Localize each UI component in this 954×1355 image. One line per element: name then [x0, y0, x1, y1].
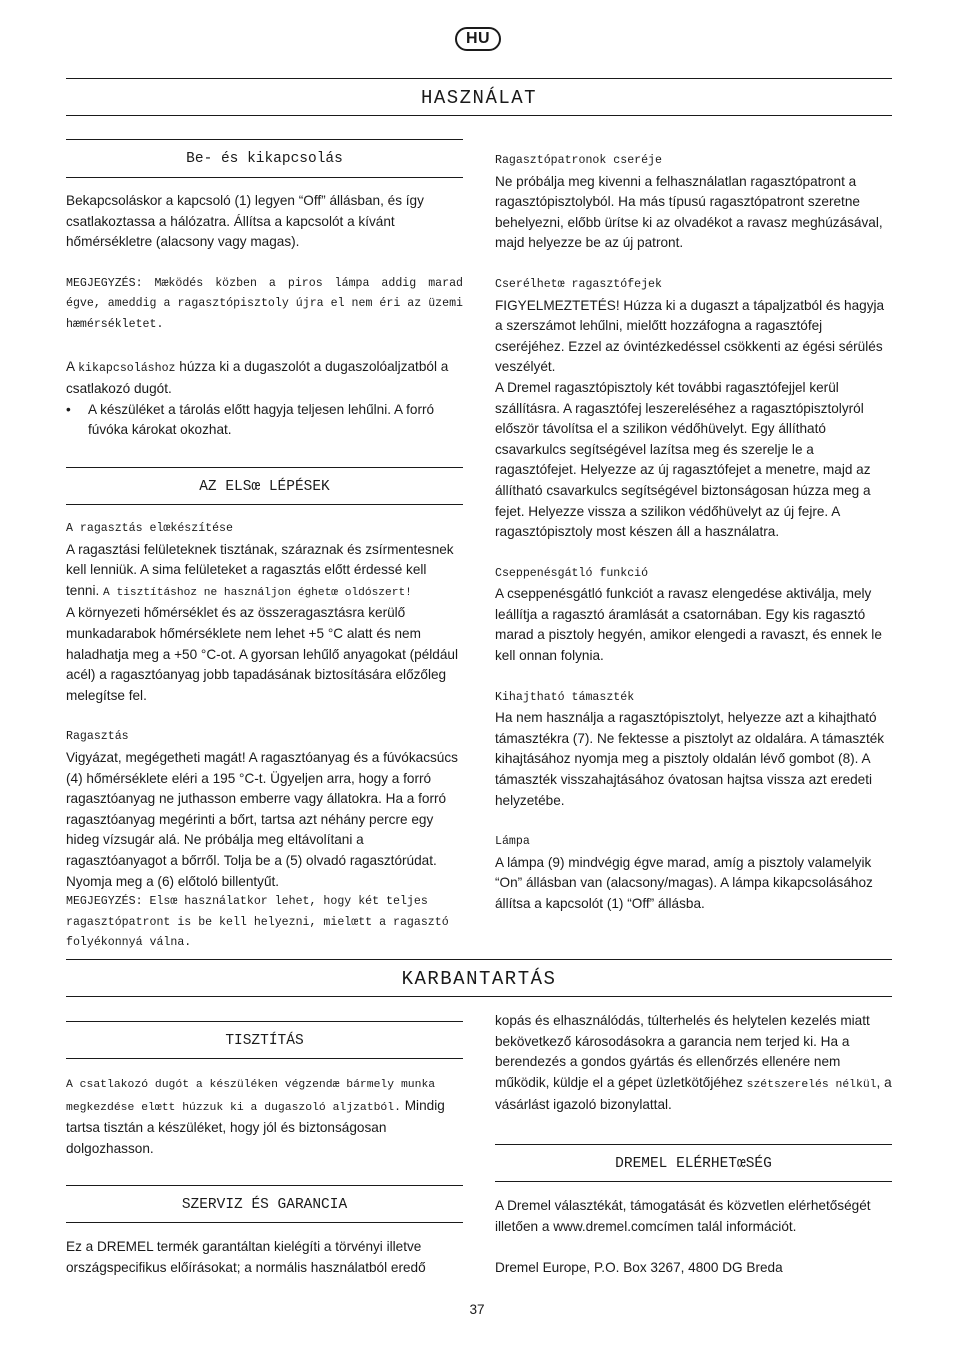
page-number: 37	[469, 1302, 485, 1317]
cleaning-paragraph: A csatlakozó dugót a készüléken végzendæ bármely munka megkezdése elœtt húzzuk ki a dugaszoló aljzatból. Mindig tartsa tisztán a készüléket, hogy jól és biztonságosan dolgozhasson.	[66, 1079, 445, 1156]
switching-note: MEGJEGYZÉS: Mæködés közben a piros lámpa addig marad égve, ameddig a ragasztópisztoly újra el nem éri az üzemi hæmérsékletet.	[66, 276, 463, 331]
switching-bullet-list	[66, 400, 463, 441]
switching-body	[66, 191, 463, 441]
nozzle-warning-paragraph: FIGYELMEZTETÉS! Húzza ki a dugaszt a tápaljzatból és hagyja a szerszámot lehűlni, mielőtt hozzáfogna a ragasztófej cseréjéhez. Ezzel az óvintézkedéssel csökkenti az égési sérülés veszélyét.	[495, 297, 885, 375]
cleaning-body	[66, 1073, 463, 1159]
subheading-preparation: A ragasztás elœkészítése	[66, 522, 233, 535]
language-badge: HU	[455, 27, 501, 51]
contact-paragraph: A Dremel választékát, támogatását és közvetlen elérhetőségét illetően a www.dremel.comcímen talál információt.	[495, 1198, 871, 1234]
gluing-paragraph: Vigyázat, megégetheti magát! A ragasztóanyag és a fúvókacsúcs (4) hőmérséklete eléri a 195 °C-t. Ügyeljen arra, hogy a forró ragasztóanyag ne juthasson emberre vagy állatokra. Ha a forró ragasztóanyag megérinti a bőrt, tartsa azt néhány percre egy hideg vízsugár alá. Ne próbálja meg eltávolítani a ragasztóanyagot a bőrről. Tolja be a (5) olvadó ragasztórúdat. Nyomja meg a (6) előtoló billentyűt.	[66, 749, 458, 889]
heading-first-steps: AZ ELSœ LÉPÉSEK	[66, 467, 463, 505]
subheading-cartridge: Ragasztópatronok cseréje	[495, 154, 662, 167]
contact-body	[495, 1196, 892, 1279]
section-title-hasznalat	[66, 78, 892, 116]
section-title-karbantartas	[66, 959, 892, 997]
anti-drip-paragraph: A cseppenésgátló funkciót a ravasz elengedése aktiválja, mely leállítja a ragasztó áramlását a csatornában. Egy kis ragasztó marad a pisztoly hegyén, amikor elengedi a ravaszt, és ennek le kell onnan folynia.	[495, 586, 882, 664]
subheading-stand: Kihajtható támaszték	[495, 690, 635, 704]
subheading-nozzles: Cserélhetœ ragasztófejek	[495, 277, 662, 291]
switching-paragraph: Bekapcsoláskor a kapcsoló (1) legyen “Off” állásban, és így csatlakoztassa a hálózatra. Állítsa a kapcsolót a kívánt hőmérsékletre (alacsony vagy magas).	[66, 193, 424, 250]
heading-switching: Be- és kikapcsolás	[66, 139, 463, 178]
heading-contact: DREMEL ELÉRHETœSÉG	[495, 1144, 892, 1182]
subheading-lamp: Lámpa	[495, 835, 530, 849]
nozzle-paragraph: A Dremel ragasztópisztoly két további ragasztófejjel kerül szállításra. A ragasztófej leszereléséhez a ragasztópisztolyról először távolítsa el a szilikon védőhüvelyt. Egy állítható csavarkulcs segítségével lazítsa meg és szerelje le a ragasztófejet. Helyezze az új ragasztófejet a menetre, majd az állítható csavarkulcs segítségével biztonságosan húzza meg a fejet. Helyezze vissza a szilikon védőhüvelyt az új fejre. A ragasztópisztoly most készen áll a használatra.	[495, 379, 871, 540]
service-body-left	[66, 1237, 463, 1278]
right-column-body	[495, 151, 892, 915]
heading-service: SZERVIZ ÉS GARANCIA	[66, 1185, 463, 1223]
gluing-note: MEGJEGYZÉS: Elsœ használatkor lehet, hogy két teljes ragasztópatront is be kell helyezni, mielœtt a ragasztó folyékonnyá válna.	[66, 895, 449, 950]
section-title-text: KARBANTARTÁS	[401, 968, 557, 990]
lamp-paragraph: A lámpa (9) mindvégig égve marad, amíg a pisztoly valamelyik “On” állásban van (alacsony/magas). A lámpa kikapcsolásához állítsa a kapcsolót (1) “Off” állásba.	[495, 854, 873, 911]
temperature-paragraph: A környezeti hőmérséklet és az összeragasztásra kerülő munkadarabok hőmérséklete nem lehet +5 °C alatt és nem haladhatja meg a +50 °C-ot. A gyorsan lehűlő anyagokat (például acél) a ragasztóanyag jobb tapadásának biztosítására előzőleg melegítse fel.	[66, 605, 458, 703]
list-item: • A készüléket a tárolás előtt hagyja teljesen lehűlni. A forró fúvóka károkat okozhat.	[66, 400, 463, 441]
first-steps-body	[66, 519, 463, 954]
switching-off-paragraph: A kikapcsoláshoz húzza ki a dugaszolót a dugaszolóaljzatból a csatlakozó dugót.	[66, 358, 449, 397]
subheading-gluing: Ragasztás	[66, 730, 129, 744]
service-paragraph-start: Ez a DREMEL termék garantáltan kielégíti a törvényi illetve országspecifikus előírásokat; a normális használatból eredő	[66, 1239, 426, 1275]
cartridge-paragraph: Ne próbálja meg kivenni a felhasználatlan ragasztópatront a ragasztópisztolyból. Ha más típusú ragasztópatront szeretne behelyezni, előbb ürítse ki az olvadékot a ravasz meghúzásával, majd helyezze be az új patront.	[495, 173, 883, 251]
contact-address: Dremel Europe, P.O. Box 3267, 4800 DG Breda	[495, 1260, 783, 1276]
heading-cleaning: TISZTÍTÁS	[66, 1021, 463, 1059]
preparation-paragraph: A ragasztási felületeknek tisztának, száraznak és zsírmentesnek kell lenniük. A sima felületeket a ragasztás előtt érdessé kell tenni. A tisztításhoz ne használjon éghetœ oldószert!	[66, 541, 454, 599]
section-title-text: HASZNÁLAT	[420, 87, 538, 109]
subheading-anti-drip: Cseppenésgátló funkció	[495, 566, 649, 580]
service-paragraph-end: kopás és elhasználódás, túlterhelés és helytelen kezelés miatt bekövetkező károsodásokra a garancia nem terjed ki. Ha a berendezés a gondos gyártás és ellenőrzés ellenére nem működik, küldje el a gépet üzletkötőjéhez szétszerelés nélkül, a vásárlást igazoló bizonylattal.	[495, 1013, 892, 1113]
service-body-right	[495, 1011, 892, 1116]
stand-paragraph: Ha nem használja a ragasztópisztolyt, helyezze azt a kihajtható támasztékra (7). Ne fektesse a pisztolyt az oldalára. A támaszték kihajtásához nyomja meg a pisztoly oldalán lévő gombot (8). A támaszték visszahajtásához óvatosan hajtsa vissza azt eredeti helyzetébe.	[495, 710, 885, 808]
